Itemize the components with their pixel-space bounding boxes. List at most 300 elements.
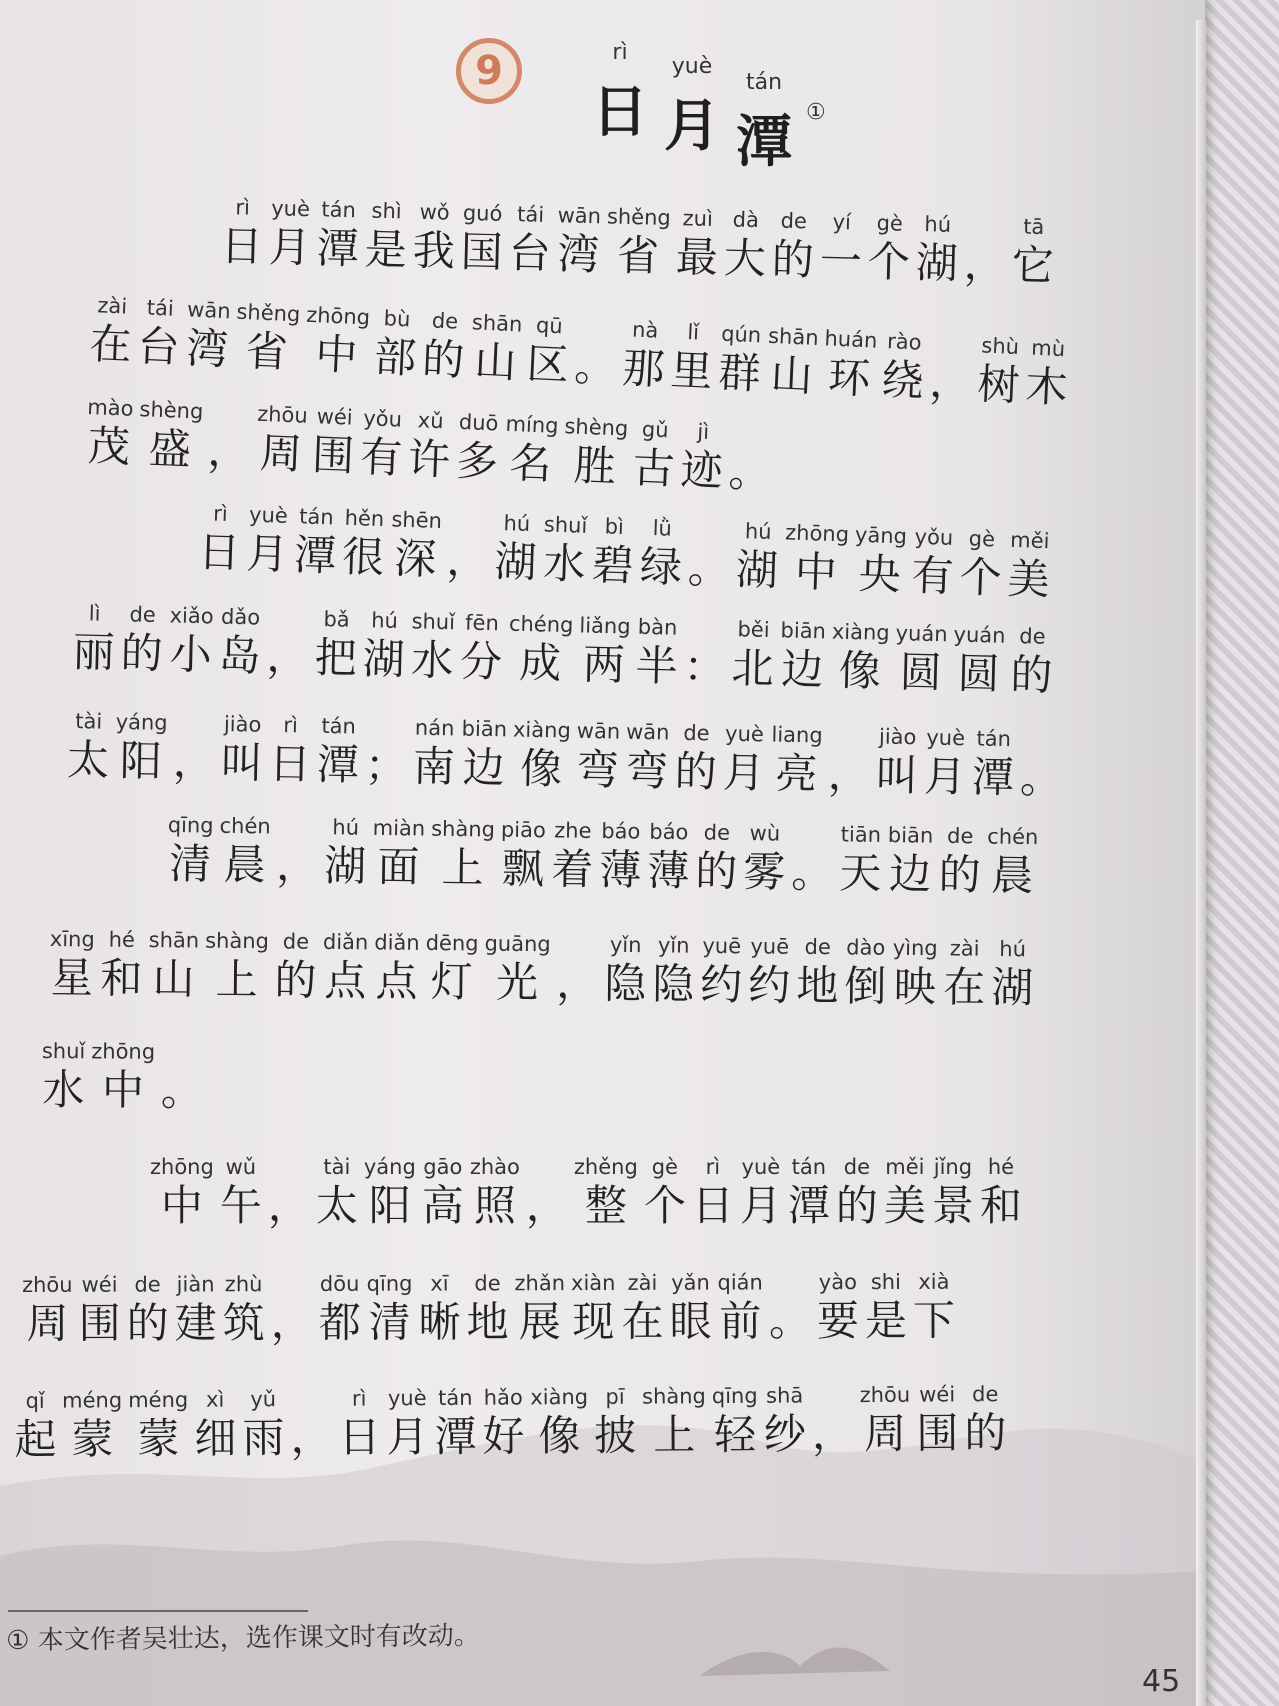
ruby-unit xyxy=(276,812,319,891)
hanzi: 中 xyxy=(314,329,359,381)
ruby-unit xyxy=(717,1267,763,1345)
hanzi: 中 xyxy=(160,1181,203,1230)
pinyin: wǔ xyxy=(225,1155,257,1179)
ruby-unit xyxy=(41,1036,85,1114)
ruby-unit xyxy=(484,929,551,1008)
hanzi: 的 xyxy=(126,1298,169,1348)
ruby-unit xyxy=(172,708,216,787)
pinyin: shù xyxy=(980,333,1020,360)
hanzi: 个 xyxy=(867,236,911,287)
hanzi: 隐 xyxy=(604,958,647,1009)
pinyin: hú xyxy=(999,936,1027,962)
ruby-unit xyxy=(197,498,242,577)
hanzi: 湖 xyxy=(735,544,779,596)
pinyin: biān xyxy=(461,716,508,742)
hanzi: 纱 xyxy=(763,1409,807,1459)
pinyin: xiǎo xyxy=(169,603,214,629)
pinyin: yǒu xyxy=(914,524,954,550)
ruby-unit xyxy=(692,1152,734,1230)
ruby-unit xyxy=(964,1379,1007,1457)
ruby-unit xyxy=(418,1268,460,1346)
pinyin: yuán xyxy=(895,621,948,647)
hanzi: 很 xyxy=(341,531,385,583)
hanzi: 约 xyxy=(700,959,743,1010)
pinyin: xià xyxy=(918,1269,950,1294)
ruby-unit xyxy=(675,203,719,282)
ruby-unit xyxy=(839,819,882,898)
ruby-unit xyxy=(526,1152,568,1230)
pinyin: xīng xyxy=(49,926,95,952)
hanzi: 周 xyxy=(258,427,303,479)
pinyin: zhe xyxy=(554,818,592,843)
pinyin: qián xyxy=(717,1270,763,1295)
ruby-unit xyxy=(1011,211,1055,290)
pinyin: tán xyxy=(298,504,335,530)
hanzi: ， xyxy=(811,1409,855,1459)
pinyin: duō xyxy=(458,409,499,436)
hanzi: 要 xyxy=(816,1296,860,1346)
pinyin: qīng xyxy=(366,1271,413,1296)
ruby-unit xyxy=(161,1037,204,1115)
ruby-unit xyxy=(316,711,360,790)
ruby-unit xyxy=(268,710,312,789)
hanzi: 的 xyxy=(835,1181,878,1230)
hanzi: 在 xyxy=(621,1296,664,1346)
lesson-title xyxy=(584,40,800,178)
ruby-unit xyxy=(205,926,270,1005)
ruby-unit xyxy=(788,1152,830,1230)
hanzi: 月 xyxy=(386,1412,429,1462)
title-pinyin: tán xyxy=(745,70,783,95)
ruby-unit xyxy=(494,508,539,587)
pinyin: bǎ xyxy=(323,607,351,632)
pinyin: zhōu xyxy=(859,1382,911,1408)
ruby-unit xyxy=(779,615,826,694)
hanzi: 丽 xyxy=(72,626,116,678)
ruby-unit xyxy=(1019,724,1063,803)
hanzi: 那 xyxy=(621,343,666,395)
pinyin xyxy=(689,514,732,545)
pinyin: bàn xyxy=(637,614,678,640)
ruby-unit xyxy=(322,927,368,1005)
title-char xyxy=(728,70,800,178)
pinyin: měi xyxy=(885,1155,925,1179)
pinyin: de xyxy=(474,1271,501,1296)
pinyin: mào xyxy=(86,394,135,421)
ruby-unit xyxy=(830,617,890,696)
ruby-unit xyxy=(293,501,338,580)
text-line xyxy=(14,1379,1013,1464)
pinyin: yào xyxy=(818,1270,857,1295)
ruby-unit xyxy=(85,392,134,472)
pinyin: méng xyxy=(128,1387,189,1413)
ruby-unit xyxy=(316,1152,358,1230)
hanzi: 眼 xyxy=(669,1296,712,1346)
pinyin: tái xyxy=(146,295,175,321)
pinyin xyxy=(769,1267,811,1297)
pinyin: shēn xyxy=(391,507,443,534)
footnote: ① 本文作者吴壮达，选作课文时有改动。 xyxy=(6,1621,480,1656)
ruby-unit xyxy=(268,1152,310,1230)
pinyin: liang xyxy=(771,722,823,748)
hanzi: 是 xyxy=(864,1295,908,1346)
page-edge xyxy=(1196,20,1206,1706)
pinyin xyxy=(209,397,252,429)
pinyin: de xyxy=(431,308,459,334)
ruby-unit xyxy=(642,1381,706,1459)
hanzi: 潭 xyxy=(434,1411,477,1462)
pinyin: yuán xyxy=(953,622,1006,648)
text-line xyxy=(41,1036,209,1115)
hanzi: 光 xyxy=(495,957,539,1008)
pinyin: xiàng xyxy=(530,1384,589,1410)
hanzi: 半 xyxy=(635,640,679,691)
hanzi: 我 xyxy=(412,225,456,276)
hanzi: 两 xyxy=(582,639,626,690)
hanzi: 圆 xyxy=(899,647,943,698)
ruby-unit xyxy=(530,1382,588,1460)
pinyin: jǐng xyxy=(933,1155,973,1179)
ruby-unit xyxy=(167,810,214,889)
ruby-unit xyxy=(150,1152,214,1230)
pinyin: wān xyxy=(625,719,670,745)
title-char xyxy=(584,40,656,148)
hanzi: 午 xyxy=(219,1181,262,1230)
hanzi: ， xyxy=(275,840,319,891)
ruby-unit xyxy=(386,1383,429,1461)
hanzi: 日 xyxy=(197,526,242,578)
page-number: 45 xyxy=(1142,1664,1181,1699)
text-line xyxy=(167,810,1045,900)
ruby-unit xyxy=(460,714,507,793)
ruby-unit xyxy=(669,1268,711,1346)
hanzi: 着 xyxy=(550,844,594,894)
pinyin xyxy=(290,1384,332,1414)
pinyin: liǎng xyxy=(579,613,631,639)
pinyin: běi xyxy=(737,617,770,643)
ruby-unit xyxy=(887,820,933,899)
ruby-unit xyxy=(136,292,182,372)
ruby-unit xyxy=(194,1384,237,1462)
ruby-unit xyxy=(674,718,718,797)
hanzi: 部 xyxy=(373,331,418,383)
ruby-unit xyxy=(875,722,919,801)
hanzi: 晰 xyxy=(418,1297,461,1347)
ruby-unit xyxy=(364,196,408,275)
pinyin: de xyxy=(282,929,310,954)
ruby-unit xyxy=(78,1270,120,1348)
ruby-unit xyxy=(551,815,594,894)
hanzi: 围 xyxy=(78,1298,121,1348)
hanzi: 湖 xyxy=(915,237,959,288)
hanzi: 建 xyxy=(174,1298,217,1348)
pinyin: gè xyxy=(968,526,996,552)
ruby-unit xyxy=(605,201,671,281)
ruby-unit xyxy=(594,1382,637,1460)
hanzi: 太 xyxy=(315,1181,358,1230)
ruby-unit xyxy=(446,506,491,585)
pinyin: wù xyxy=(749,821,781,846)
pinyin: de xyxy=(1019,624,1046,649)
pinyin: piāo xyxy=(500,817,546,843)
pinyin: yǐn xyxy=(657,933,690,958)
ruby-unit xyxy=(635,612,679,691)
pinyin xyxy=(557,929,599,959)
hanzi: 。 xyxy=(573,340,618,392)
ruby-unit xyxy=(49,924,95,1002)
pinyin: nán xyxy=(414,715,455,741)
hanzi: 蒙 xyxy=(137,1413,180,1464)
ruby-unit xyxy=(1024,332,1070,412)
hanzi: 围 xyxy=(311,430,356,481)
hanzi: 。 xyxy=(791,847,834,898)
hanzi: 小 xyxy=(169,629,213,680)
pinyin: rì xyxy=(705,1155,721,1179)
pinyin: miàn xyxy=(372,815,426,841)
pinyin: qīng xyxy=(711,1383,758,1409)
ruby-unit xyxy=(255,399,309,479)
ruby-unit xyxy=(219,811,271,890)
ruby-unit xyxy=(100,925,143,1003)
hanzi: ， xyxy=(525,1181,568,1230)
pinyin: tā xyxy=(1022,214,1045,240)
ruby-unit xyxy=(894,618,948,697)
hanzi: 的 xyxy=(674,746,718,797)
ruby-unit xyxy=(915,209,959,288)
pinyin: guó xyxy=(462,200,503,226)
hanzi: 国 xyxy=(460,226,504,277)
ruby-unit xyxy=(822,323,878,403)
ruby-unit xyxy=(578,610,631,689)
hanzi: 湖 xyxy=(991,962,1034,1013)
hanzi: 清 xyxy=(168,839,212,889)
ruby-unit xyxy=(722,719,766,798)
ruby-unit xyxy=(459,607,503,686)
hanzi: 蒙 xyxy=(71,1414,114,1464)
ruby-unit xyxy=(268,193,312,272)
ruby-unit xyxy=(22,1270,73,1348)
hanzi: 叫 xyxy=(220,737,264,788)
pinyin xyxy=(267,603,310,634)
ruby-unit xyxy=(341,503,386,582)
ruby-unit xyxy=(316,194,360,273)
pinyin: chén xyxy=(987,824,1039,850)
pinyin: fēn xyxy=(464,610,500,636)
hanzi: 上 xyxy=(441,842,484,893)
ruby-unit xyxy=(359,403,404,483)
ruby-unit xyxy=(137,394,204,474)
lesson-number-badge: 9 xyxy=(456,38,522,104)
pinyin xyxy=(276,812,318,843)
pinyin xyxy=(173,708,216,739)
ruby-unit xyxy=(290,1384,333,1462)
hanzi: 和 xyxy=(100,953,143,1003)
hanzi: 日 xyxy=(338,1412,381,1462)
ruby-unit xyxy=(604,930,647,1008)
ruby-unit xyxy=(556,200,601,279)
pinyin: de xyxy=(946,823,974,849)
ruby-unit xyxy=(770,720,823,799)
hanzi: 日 xyxy=(268,738,312,789)
pinyin: tán xyxy=(976,726,1012,752)
hanzi: 它 xyxy=(1011,240,1055,291)
hanzi: 月 xyxy=(722,747,766,798)
pinyin: zhōu xyxy=(256,401,309,428)
pinyin: báo xyxy=(649,819,689,845)
pinyin: xiàn xyxy=(570,1270,616,1296)
hanzi: 有 xyxy=(359,431,404,483)
hanzi: 轻 xyxy=(713,1409,757,1460)
ruby-unit xyxy=(796,932,839,1010)
hanzi: 分 xyxy=(459,636,503,687)
pinyin: shàng xyxy=(431,816,496,842)
pinyin: tán xyxy=(321,197,357,223)
pinyin: qún xyxy=(720,321,762,348)
hanzi: 。 xyxy=(687,543,731,594)
pinyin: chén xyxy=(219,813,271,839)
pinyin: shi xyxy=(870,1269,901,1295)
ruby-unit xyxy=(14,1386,57,1464)
hanzi: 有 xyxy=(910,550,955,602)
hanzi: ， xyxy=(556,958,599,1008)
pinyin: rì xyxy=(212,501,229,526)
pinyin: wān xyxy=(576,718,621,744)
ruby-unit xyxy=(67,706,111,785)
hanzi: 披 xyxy=(594,1410,637,1460)
hanzi: 绕 xyxy=(880,354,925,406)
ruby-unit xyxy=(389,504,442,584)
pinyin: zài xyxy=(96,293,128,319)
hanzi: 雨 xyxy=(242,1413,285,1463)
hanzi: 北 xyxy=(731,643,775,694)
ruby-unit xyxy=(72,598,116,677)
pinyin: xiàng xyxy=(831,619,890,645)
ruby-unit xyxy=(827,721,871,800)
hanzi: 起 xyxy=(14,1414,57,1464)
pinyin: hú xyxy=(503,511,531,536)
hanzi: 的 xyxy=(120,628,164,679)
ruby-unit xyxy=(980,1152,1022,1230)
hanzi: ， xyxy=(827,749,871,800)
hanzi: 。 xyxy=(727,446,772,498)
hanzi: 太 xyxy=(66,734,110,785)
hanzi: ， xyxy=(445,535,490,586)
pinyin: shì xyxy=(371,198,402,224)
ruby-unit xyxy=(542,509,588,588)
pinyin: yǔ xyxy=(250,1387,277,1412)
hanzi: 潭 xyxy=(316,223,360,274)
hanzi: 面 xyxy=(377,841,420,892)
ruby-unit xyxy=(220,192,264,271)
pinyin: shān xyxy=(767,323,820,350)
ruby-unit xyxy=(735,516,780,595)
ruby-unit xyxy=(148,925,199,1004)
pinyin: dēng xyxy=(425,930,479,956)
hanzi: ； xyxy=(364,740,408,791)
pinyin xyxy=(526,1152,568,1182)
hanzi: 像 xyxy=(519,743,563,794)
hanzi: 潭 xyxy=(787,1181,830,1230)
ruby-unit xyxy=(963,210,1007,289)
ruby-unit xyxy=(764,1380,807,1458)
ruby-unit xyxy=(373,303,419,383)
ruby-unit xyxy=(573,312,619,392)
pinyin: zhōng xyxy=(91,1039,156,1064)
hanzi: 月 xyxy=(739,1181,782,1230)
pinyin xyxy=(271,1269,313,1299)
pinyin: yuè xyxy=(387,1386,427,1411)
title-char xyxy=(656,54,728,162)
ruby-unit xyxy=(683,613,727,692)
hanzi: 碧 xyxy=(591,540,635,591)
pinyin: qū xyxy=(535,313,564,339)
hanzi: 湖 xyxy=(362,634,406,685)
pinyin: tài xyxy=(323,1155,351,1179)
ruby-unit xyxy=(175,1269,217,1347)
hanzi: ， xyxy=(290,1412,333,1463)
ruby-unit xyxy=(783,517,849,597)
pinyin: báo xyxy=(601,819,641,844)
pinyin xyxy=(964,210,1007,241)
pinyin: yāng xyxy=(854,522,908,549)
pinyin: tiān xyxy=(840,822,882,847)
hanzi: 胜 xyxy=(572,440,617,492)
pinyin xyxy=(931,328,974,360)
hanzi: 都 xyxy=(318,1297,361,1347)
ruby-unit xyxy=(338,1383,381,1461)
hanzi: 在 xyxy=(88,318,133,370)
hanzi: 的 xyxy=(964,1408,1007,1458)
pinyin: jiào xyxy=(878,724,917,750)
hanzi: 山 xyxy=(473,336,518,388)
hanzi: ， xyxy=(172,737,216,787)
pinyin: de xyxy=(703,820,731,845)
hanzi: 细 xyxy=(194,1413,237,1463)
hanzi: 像 xyxy=(538,1411,581,1461)
hanzi: 名 xyxy=(508,437,553,489)
hanzi: 成 xyxy=(518,637,562,688)
pinyin: hú xyxy=(332,815,360,840)
ruby-unit xyxy=(723,204,767,283)
ruby-unit xyxy=(844,932,887,1010)
ruby-unit xyxy=(867,208,911,287)
hanzi: 。 xyxy=(768,1296,812,1346)
pinyin xyxy=(828,721,871,752)
pinyin: diǎn xyxy=(374,930,420,955)
pinyin: zhōng xyxy=(305,302,371,330)
ruby-unit xyxy=(218,602,262,681)
ruby-unit xyxy=(364,712,408,791)
pinyin: hú xyxy=(924,212,952,237)
pinyin: qǐ xyxy=(25,1388,45,1413)
pinyin: yáng xyxy=(115,709,168,735)
ruby-unit xyxy=(599,816,642,895)
hanzi: 潭 xyxy=(293,530,338,581)
pinyin: hú xyxy=(371,608,399,633)
pinyin xyxy=(792,819,834,850)
pinyin: yuè xyxy=(741,1155,781,1179)
ruby-unit xyxy=(91,1036,155,1114)
hanzi: 树 xyxy=(976,359,1021,411)
ruby-unit xyxy=(242,1384,285,1462)
pinyin: zhào xyxy=(469,1155,520,1179)
pinyin: shèng xyxy=(139,397,204,424)
pinyin: zài xyxy=(627,1270,658,1295)
ruby-unit xyxy=(512,715,571,794)
ruby-unit xyxy=(1007,525,1052,604)
hanzi: 上 xyxy=(215,954,258,1005)
pinyin: tán xyxy=(791,1155,827,1179)
